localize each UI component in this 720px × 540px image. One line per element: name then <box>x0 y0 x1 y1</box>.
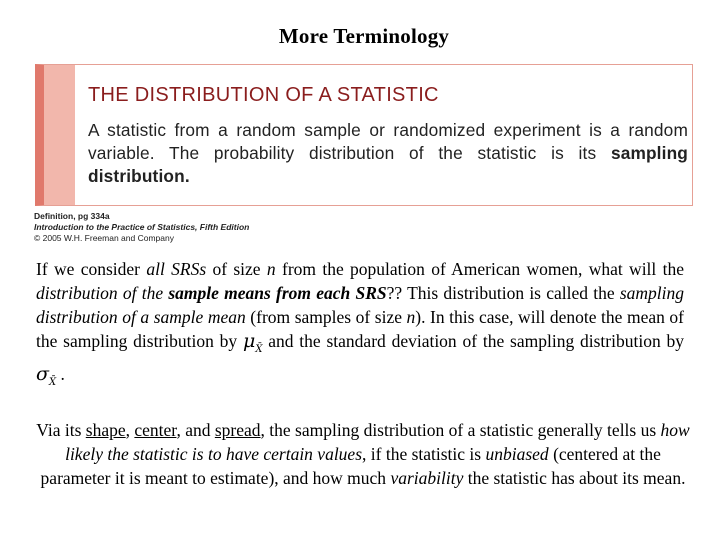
term-spread: spread <box>214 420 261 440</box>
text-run: all SRSs <box>146 259 207 279</box>
text-run: (from samples of size <box>245 307 407 327</box>
definition-heading: THE DISTRIBUTION OF A STATISTIC <box>88 84 439 106</box>
term-center: center <box>134 420 177 440</box>
text-run: and the standard deviation of the sampling distribution by <box>262 331 685 351</box>
definition-box <box>35 64 693 206</box>
text-run: If we consider <box>36 259 147 279</box>
text-run: of size <box>206 259 267 279</box>
text-run: n <box>266 259 276 279</box>
text-run: , if the statistic is <box>362 444 486 464</box>
text-run: ?? This distribution is called the <box>386 283 620 303</box>
definition-source <box>34 211 249 244</box>
definition-text: A statistic from a random sample or randomized experiment is a random variable. The probability distribution of the statistic is its <box>88 120 688 163</box>
definition-body <box>88 119 688 188</box>
source-copyright: © 2005 W.H. Freeman and Company <box>34 233 174 243</box>
paragraph-shape-center-spread <box>30 418 696 490</box>
text-run: how likely the statistic is to have certain values <box>65 420 690 464</box>
mu-glyph: μ <box>242 330 256 352</box>
text-run: Via its <box>36 420 86 440</box>
term-shape: shape <box>85 420 126 440</box>
paragraph-sampling-distribution <box>36 257 684 395</box>
text-run: the statistic has about its mean. <box>463 468 686 488</box>
source-book: Introduction to the Practice of Statistics, Fifth Edition <box>34 222 250 232</box>
text-run: n <box>406 307 416 327</box>
text-run: sampling distribution of a sample mean <box>36 283 684 327</box>
text-run: variability <box>390 468 464 488</box>
text-run: (centered at the parameter it is meant to estimate), and how much <box>40 444 661 488</box>
xbar-subscript: X̄ <box>48 376 57 388</box>
xbar-subscript: X̄ <box>255 343 263 355</box>
text-run: from the population of American women, what will the <box>275 259 684 279</box>
sigma-glyph: σ <box>36 362 49 385</box>
sigma-xbar-symbol <box>36 362 57 388</box>
text-run: unbiased <box>485 444 549 464</box>
text-run: , <box>125 420 135 440</box>
text-run: . <box>56 363 65 384</box>
text-run: ). In this case, will denote the mean of the sampling distribution by <box>36 307 684 351</box>
mu-xbar-symbol <box>242 330 263 355</box>
source-reference: Definition, pg 334a <box>34 211 110 221</box>
text-run: , and <box>176 420 215 440</box>
text-run: distribution of the <box>36 283 164 303</box>
text-run: sample means from each SRS <box>168 283 387 303</box>
slide-title: More Terminology <box>278 24 450 48</box>
text-run: , the sampling distribution of a statistic generally tells us <box>260 420 661 440</box>
definition-term: sampling distribution. <box>88 143 688 186</box>
